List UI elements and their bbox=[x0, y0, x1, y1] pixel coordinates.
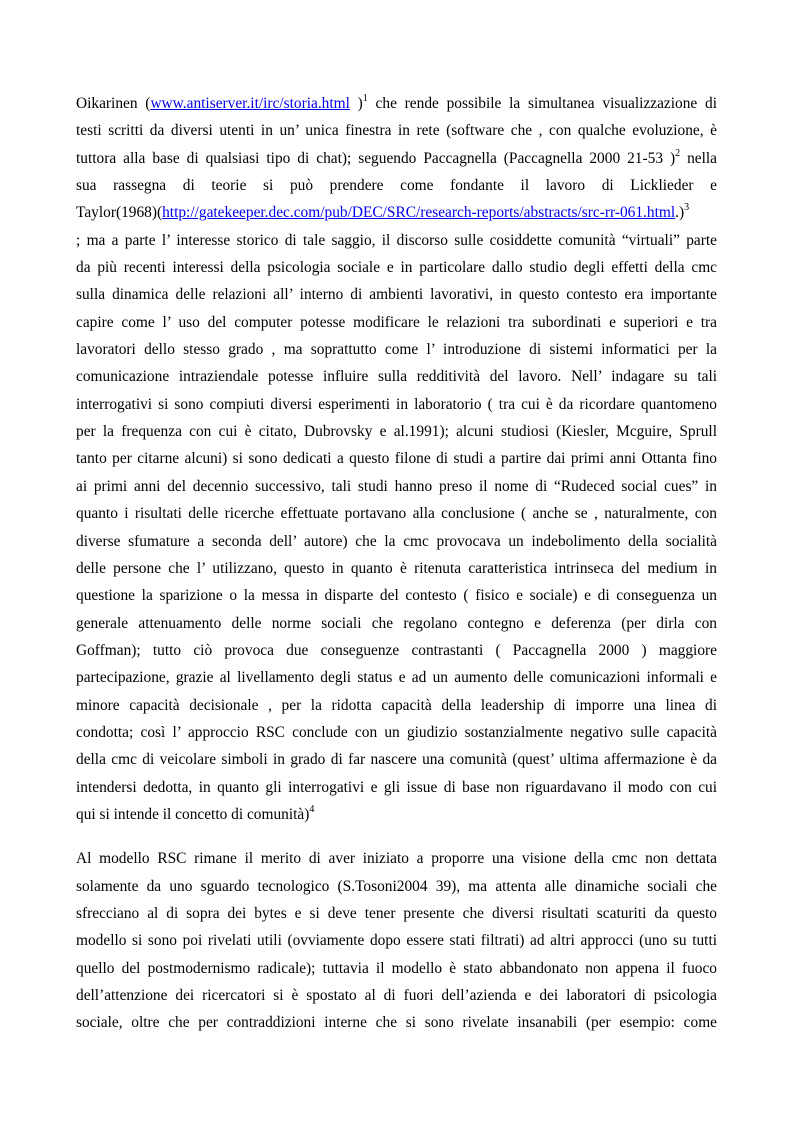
text-line: minore capacità decisionale , per la ridotta capacità della leadership di imporre una linea di bbox=[76, 696, 717, 714]
text-line: sociale, oltre che per contraddizioni interne che si sono rivelate insanabili (per esempio: come bbox=[76, 1014, 717, 1032]
text-line: questione la sparizione o la messa in disparte del contesto ( fisico e sociale) e di conseguenza un bbox=[76, 587, 717, 605]
text-fragment: ) bbox=[349, 95, 363, 112]
link-gatekeeper[interactable]: http://gatekeeper.dec.com/pub/DEC/SRC/research-reports/abstracts/src-rr-061.html bbox=[162, 204, 676, 222]
text-fragment: .) bbox=[675, 204, 685, 222]
text-fragment: tuttora alla base di qualsiasi tipo di chat); seguendo Paccagnella (Paccagnella 2000 21-53 ) bbox=[76, 149, 676, 167]
footnote-ref-2: 2 bbox=[675, 147, 681, 159]
text-line: delle persone che l’ utilizzano, questo in quanto è ritenuta caratteristica intrinseca del medium in bbox=[76, 559, 717, 577]
text-line: dell’attenzione dei ricercatori si è spostato al di fuori dell’azienda e dei laboratori di psicologia bbox=[76, 987, 717, 1004]
link-antiserver[interactable]: www.antiserver.it/irc/storia.html bbox=[150, 95, 350, 112]
text-line: quanto i risultati delle ricerche effettuate portavano alla conclusione ( anche se , naturalmente, con bbox=[76, 505, 717, 523]
text-fragment: che rende possibile la simultanea visualizzazione di bbox=[367, 95, 717, 112]
footnote-ref-4: 4 bbox=[309, 803, 315, 815]
text-line: interrogativi si sono compiuti diversi esperimenti in laboratorio ( tra cui è da ricordare quantomeno bbox=[76, 395, 717, 413]
text-line: sulla dinamica delle relazioni all’ interno di ambienti lavorativi, in questo contesto era importante bbox=[76, 286, 717, 304]
text-line: modello si sono poi rivelati utili (ovviamente dopo essere stati filtrati) ad altri approcci (uno su tutti bbox=[76, 932, 717, 950]
text-line: sfrecciano al di sopra dei bytes e si deve tener presente che diversi risultati scaturiti da questo bbox=[76, 904, 717, 922]
footnote-ref-1: 1 bbox=[362, 93, 368, 104]
text-line: Al modello RSC rimane il merito di aver iniziato a proporre una visione della cmc non dettata bbox=[76, 850, 717, 868]
text-line: partecipazione, grazie al livellamento degli status e ad un aumento delle comunicazioni informali e bbox=[76, 669, 717, 687]
text-line: da più recenti interessi della psicologia sociale e in particolare dallo studio degli effetti della cmc bbox=[76, 259, 717, 277]
text-line: capire come l’ uso del computer potesse modificare le relazioni tra subordinati e superiori e tra bbox=[76, 313, 717, 331]
footnote-ref-3: 3 bbox=[684, 202, 690, 214]
text-fragment: qui si intende il concetto di comunità) bbox=[76, 805, 310, 823]
text-line: diverse sfumature a seconda dell’ autore) che la cmc provocava un indebolimento della socialità bbox=[76, 532, 717, 550]
text-line: Goffman); tutto ciò provoca due conseguenze contrastanti ( Paccagnella 2000 ) maggiore bbox=[76, 641, 717, 659]
text-line: intendersi dedotta, in quanto gli interrogativi e gli issue di base non riguardavano il modo con cui bbox=[76, 778, 717, 796]
text-line bbox=[76, 199, 717, 226]
text-line: quello del postmodernismo radicale); tuttavia il modello è stato abbandonato non appena il fuoco bbox=[76, 959, 717, 977]
text-line: tanto per citarne alcuni) si sono dedicati a questo filone di studi a partire dai primi anni Ottanta fino bbox=[76, 450, 717, 468]
text-line: della cmc di veicolare simboli in grado di far nascere una comunità (quest’ ultima affermazione è da bbox=[76, 751, 717, 769]
paragraph-1 bbox=[76, 90, 717, 828]
text-line: ; ma a parte l’ interesse storico di tale saggio, il discorso sulle cosiddette comunità “virtuali” parte bbox=[76, 231, 717, 249]
text-line: condotta; così l’ approccio RSC conclude con un giudizio sostanzialmente negativo sulle capacità bbox=[76, 723, 717, 741]
text-line: ai primi anni del decennio successivo, tali studi hanno preso il nome di “Rudeced social cues” in bbox=[76, 477, 717, 495]
text-fragment: Oikarinen ( bbox=[76, 95, 151, 112]
paragraph-2 bbox=[76, 845, 717, 1036]
text-line: comunicazione intraziendale potesse influire sulla redditività del lavoro. Nell’ indagare su tali bbox=[76, 368, 717, 386]
text-line bbox=[76, 801, 717, 828]
text-fragment: nella bbox=[680, 149, 717, 167]
text-line bbox=[76, 145, 717, 172]
text-fragment: Taylor(1968)( bbox=[76, 204, 163, 222]
text-line: testi scritti da diversi utenti in un’ unica finestra in rete (software che , con qualche evoluzione, è bbox=[76, 122, 717, 140]
text-line: solamente da uno sguardo tecnologico (S.Tosoni2004 39), ma attenta alle dinamiche sociali che bbox=[76, 877, 717, 895]
text-line: lavoratori dello stesso grado , ma soprattutto come l’ introduzione di sistemi informatici per la bbox=[76, 341, 717, 359]
text-line: sua rassegna di teorie si può prendere come fondante il lavoro di Licklieder e bbox=[76, 177, 717, 195]
text-line bbox=[76, 90, 717, 117]
document-page bbox=[76, 90, 717, 1037]
text-line: generale attenuamento delle norme sociali che regolano contegno e deferenza (per dirla con bbox=[76, 614, 717, 632]
text-line: per la frequenza con cui è citato, Dubrovsky e al.1991); alcuni studiosi (Kiesler, Mcguire, Sprull bbox=[76, 423, 717, 441]
